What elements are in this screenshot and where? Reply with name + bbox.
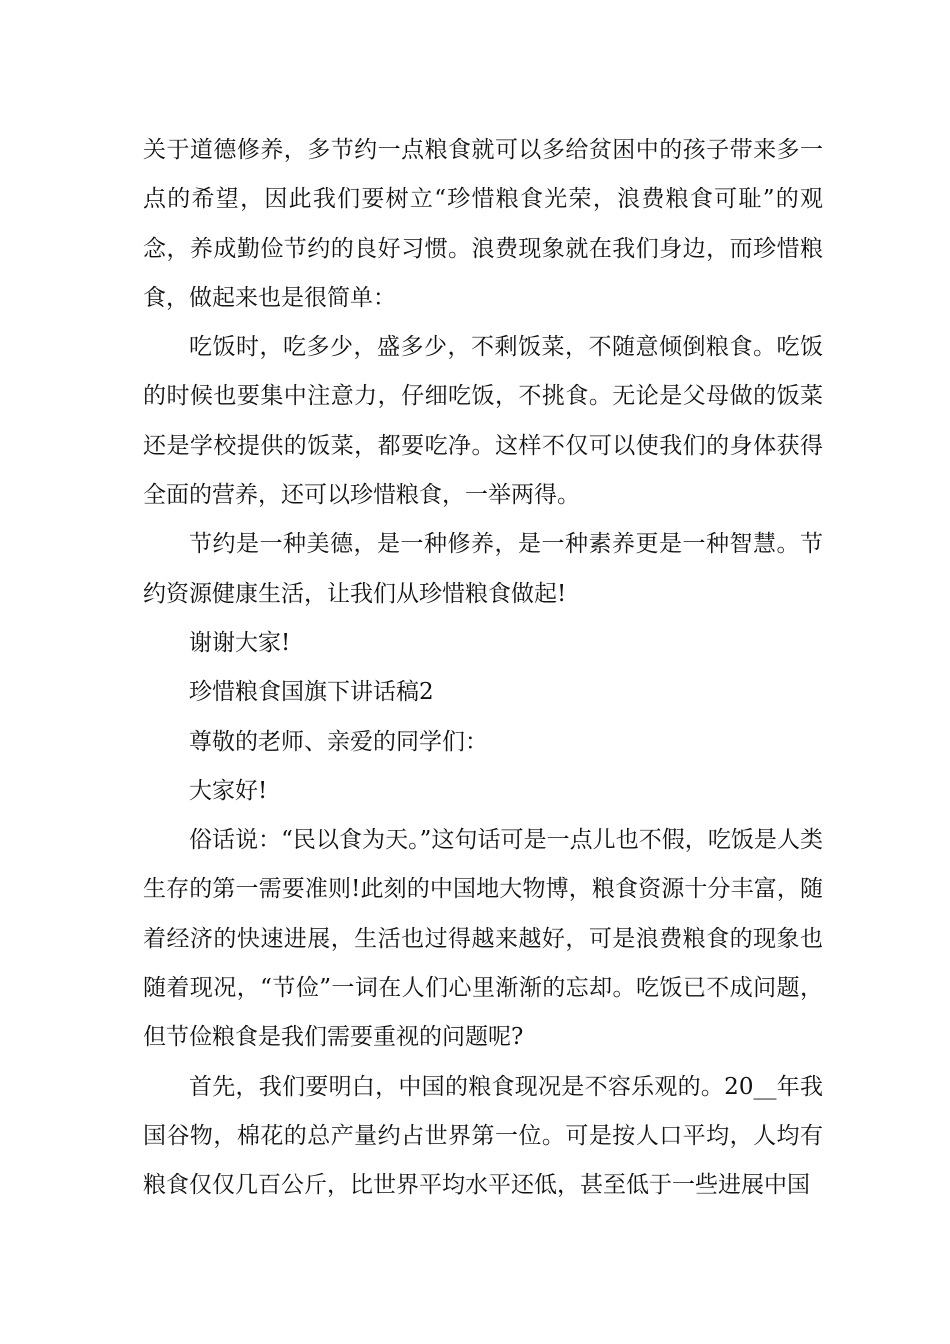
paragraph-thanks: 谢谢大家! (189, 629, 291, 656)
paragraph-continuation: 关于道德修养，多节约一点粮食就可以多给贫困中的孩子带来多一点的希望，因此我们要树立“珍惜粮食光荣，浪费粮食可耻”的观念，养成勤俭节约的良好习惯。浪费现象就在我们身边，而珍惜粮食，做起来也是很简单： (143, 137, 823, 311)
greeting: 大家好! (189, 777, 268, 804)
paragraph-eating-habits: 吃饭时，吃多少，盛多少，不剩饭菜，不随意倾倒粮食。吃饭的时候也要集中注意力，仔细吃饭，不挑食。无论是父母做的饭菜还是学校提供的饭菜，都要吃净。这样不仅可以使我们的身体获得全面的营养，还可以珍惜粮食，一举两得。 (143, 334, 823, 509)
document-body (143, 126, 823, 1211)
salutation: 尊敬的老师、亲爱的同学们： (189, 728, 488, 755)
paragraph-proverb: 俗话说：“民以食为天。”这句话可是一点儿也不假，吃饭是人类生存的第一需要准则!此刻的中国地大物博，粮食资源十分丰富，随着经济的快速进展，生活也过得越来越好，可是浪费粮食的现象也随着现况，“节俭”一词在人们心里渐渐的忘却。吃饭已不成问题，但节俭粮食是我们需要重视的问题呢? (143, 827, 823, 1051)
paragraph-grain-situation: 首先，我们要明白，中国的粮食现况是不容乐观的。20__年我国谷物，棉花的总产量约占世界第一位。可是按人口平均，人均有粮食仅仅几百公斤，比世界平均水平还低，甚至低于一些进展中国 (143, 1073, 823, 1199)
speech-title: 珍惜粮食国旗下讲话稿2 (189, 679, 434, 706)
paragraph-thrift-virtue: 节约是一种美德，是一种修养，是一种素养更是一种智慧。节约资源健康生活，让我们从珍惜粮食做起! (143, 531, 823, 607)
